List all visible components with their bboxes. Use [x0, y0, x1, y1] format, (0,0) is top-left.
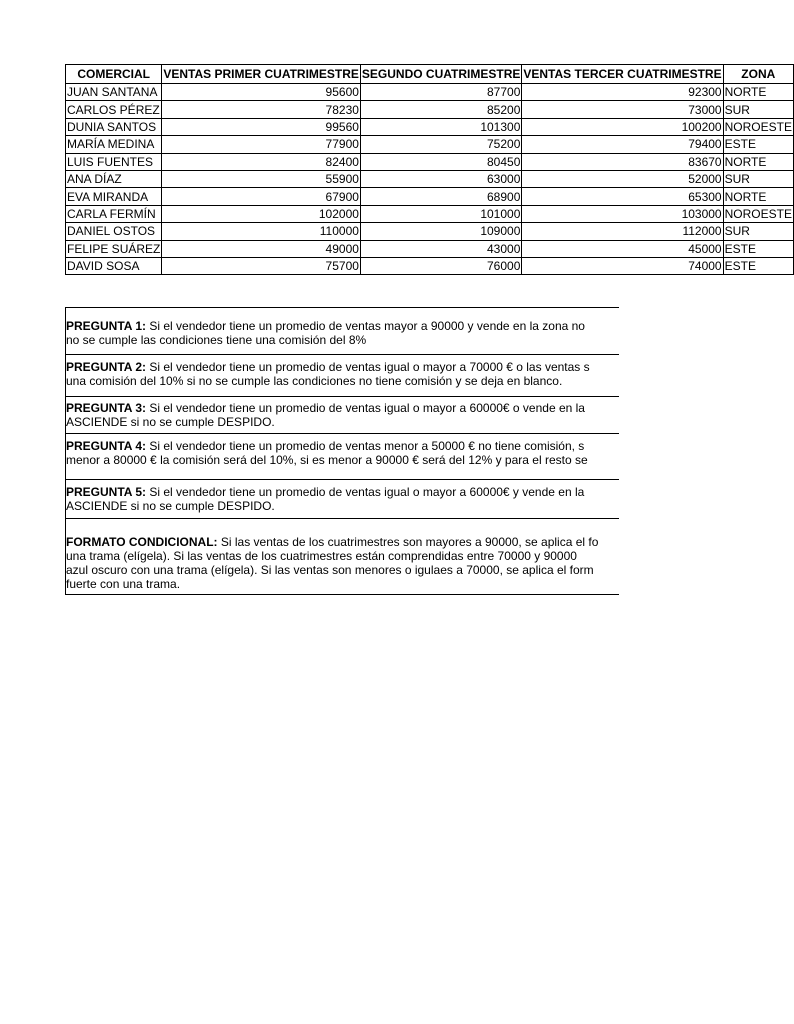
cell-ventas-tercer-cuatrimestre[interactable]: 45000 — [522, 240, 723, 257]
cell-ventas-tercer-cuatrimestre[interactable]: 74000 — [522, 257, 723, 274]
cell-zona[interactable]: NORTE — [723, 84, 793, 101]
cell-segundo-cuatrimestre[interactable]: 101000 — [360, 205, 521, 222]
questions-panel — [65, 307, 619, 595]
table-row — [66, 188, 794, 205]
question-4-text-line1: Si el vendedor tiene un promedio de ventas menor a 50000 € no tiene comisión, s — [146, 439, 585, 453]
table-row — [66, 223, 794, 240]
cell-ventas-tercer-cuatrimestre[interactable]: 103000 — [522, 205, 723, 222]
table-row — [66, 136, 794, 153]
cell-zona[interactable]: SUR — [723, 170, 793, 187]
cell-zona[interactable]: NORTE — [723, 153, 793, 170]
question-4-box[interactable] — [66, 434, 619, 480]
cell-segundo-cuatrimestre[interactable]: 109000 — [360, 223, 521, 240]
cell-ventas-primer-cuatrimestre[interactable]: 99560 — [162, 118, 361, 135]
table-row — [66, 257, 794, 274]
cell-ventas-primer-cuatrimestre[interactable]: 102000 — [162, 205, 361, 222]
question-2-label: PREGUNTA 2: — [66, 360, 147, 374]
question-1-text-line1: Si el vendedor tiene un promedio de ventas mayor a 90000 y vende en la zona no — [146, 319, 585, 333]
question-1-label: PREGUNTA 1: — [66, 319, 147, 333]
cell-zona[interactable]: SUR — [723, 223, 793, 240]
question-1-box[interactable] — [66, 308, 619, 355]
cell-ventas-tercer-cuatrimestre[interactable]: 65300 — [522, 188, 723, 205]
cell-ventas-tercer-cuatrimestre[interactable]: 100200 — [522, 118, 723, 135]
cell-segundo-cuatrimestre[interactable]: 76000 — [360, 257, 521, 274]
cell-ventas-tercer-cuatrimestre[interactable]: 112000 — [522, 223, 723, 240]
header-ventas-tercer-cuatrimestre[interactable]: VENTAS TERCER CUATRIMESTRE — [522, 65, 723, 84]
cell-ventas-primer-cuatrimestre[interactable]: 77900 — [162, 136, 361, 153]
table-row — [66, 240, 794, 257]
formato-condicional-text-line4: fuerte con una trama. — [66, 577, 181, 591]
question-2-box[interactable] — [66, 355, 619, 397]
table-row — [66, 153, 794, 170]
question-5-box[interactable] — [66, 480, 619, 519]
table-row — [66, 84, 794, 101]
cell-zona[interactable]: NORTE — [723, 188, 793, 205]
cell-zona[interactable]: SUR — [723, 101, 793, 118]
cell-comercial[interactable]: EVA MIRANDA — [66, 188, 162, 205]
table-row — [66, 205, 794, 222]
question-2-text-line1: Si el vendedor tiene un promedio de ventas igual o mayor a 70000 € o las ventas s — [146, 360, 590, 374]
cell-ventas-primer-cuatrimestre[interactable]: 78230 — [162, 101, 361, 118]
formato-condicional-box[interactable] — [66, 519, 619, 594]
cell-ventas-tercer-cuatrimestre[interactable]: 73000 — [522, 101, 723, 118]
cell-comercial[interactable]: ANA DÍAZ — [66, 170, 162, 187]
cell-comercial[interactable]: MARÍA MEDINA — [66, 136, 162, 153]
cell-ventas-tercer-cuatrimestre[interactable]: 83670 — [522, 153, 723, 170]
header-ventas-primer-cuatrimestre[interactable]: VENTAS PRIMER CUATRIMESTRE — [162, 65, 361, 84]
question-5-text-line2: ASCIENDE si no se cumple DESPIDO. — [66, 499, 275, 513]
question-3-text-line2: ASCIENDE si no se cumple DESPIDO. — [66, 415, 275, 429]
cell-zona[interactable]: NOROESTE — [724, 119, 792, 134]
cell-ventas-tercer-cuatrimestre[interactable]: 79400 — [522, 136, 723, 153]
cell-comercial[interactable]: JUAN SANTANA — [66, 84, 162, 101]
question-5-text-line1: Si el vendedor tiene un promedio de ventas igual o mayor a 60000€ y vende en la — [146, 485, 585, 499]
header-comercial[interactable]: COMERCIAL — [66, 65, 162, 84]
question-3-text-line1: Si el vendedor tiene un promedio de ventas igual o mayor a 60000€ o vende en la — [146, 401, 585, 415]
cell-segundo-cuatrimestre[interactable]: 87700 — [360, 84, 521, 101]
question-2-text-line2: una comisión del 10% si no se cumple las condiciones no tiene comisión y se deja en blanco. — [66, 374, 563, 388]
cell-ventas-primer-cuatrimestre[interactable]: 75700 — [162, 257, 361, 274]
cell-segundo-cuatrimestre[interactable]: 85200 — [360, 101, 521, 118]
cell-comercial[interactable]: CARLA FERMÍN — [66, 205, 162, 222]
cell-segundo-cuatrimestre[interactable]: 68900 — [360, 188, 521, 205]
cell-comercial[interactable]: DAVID SOSA — [66, 257, 162, 274]
question-3-box[interactable] — [66, 397, 619, 434]
question-4-text-line2: menor a 80000 € la comisión será del 10%, si es menor a 90000 € será del 12% y para el resto se — [66, 453, 588, 467]
cell-comercial[interactable]: DANIEL OSTOS — [66, 223, 162, 240]
cell-ventas-primer-cuatrimestre[interactable]: 55900 — [162, 170, 361, 187]
cell-ventas-primer-cuatrimestre[interactable]: 95600 — [162, 84, 361, 101]
formato-condicional-text-line2: una trama (elígela). Si las ventas de los cuatrimestres están comprendidas entre 70000 y 90000 — [66, 549, 577, 563]
cell-zona[interactable]: ESTE — [723, 136, 793, 153]
question-3-label: PREGUNTA 3: — [66, 401, 147, 415]
formato-condicional-text-line3: azul oscuro con una trama (elígela). Si las ventas son menores o igulaes a 70000, se aplica el form — [66, 563, 594, 577]
cell-comercial[interactable]: DUNIA SANTOS — [66, 118, 162, 135]
question-4-label: PREGUNTA 4: — [66, 439, 147, 453]
cell-comercial[interactable]: CARLOS PÉREZ — [66, 101, 162, 118]
sales-table-body — [66, 84, 794, 275]
cell-segundo-cuatrimestre[interactable]: 80450 — [360, 153, 521, 170]
cell-ventas-primer-cuatrimestre[interactable]: 49000 — [162, 240, 361, 257]
cell-zona[interactable]: ESTE — [723, 240, 793, 257]
header-segundo-cuatrimestre[interactable]: SEGUNDO CUATRIMESTRE — [360, 65, 521, 84]
cell-zona[interactable]: ESTE — [723, 257, 793, 274]
sales-table — [65, 64, 794, 275]
table-row — [66, 118, 794, 135]
cell-segundo-cuatrimestre[interactable]: 101300 — [360, 118, 521, 135]
question-1-text-line2: no se cumple las condiciones tiene una comisión del 8% — [66, 333, 367, 347]
cell-ventas-primer-cuatrimestre[interactable]: 110000 — [162, 223, 361, 240]
formato-condicional-label: FORMATO CONDICIONAL: — [66, 535, 218, 549]
table-row — [66, 170, 794, 187]
cell-comercial[interactable]: FELIPE SUÁREZ — [67, 241, 161, 256]
cell-ventas-tercer-cuatrimestre[interactable]: 92300 — [522, 84, 723, 101]
cell-ventas-primer-cuatrimestre[interactable]: 67900 — [162, 188, 361, 205]
cell-comercial[interactable]: LUIS FUENTES — [66, 153, 162, 170]
question-5-label: PREGUNTA 5: — [66, 485, 147, 499]
cell-segundo-cuatrimestre[interactable]: 43000 — [360, 240, 521, 257]
formato-condicional-text-line1: Si las ventas de los cuatrimestres son mayores a 90000, se aplica el fo — [217, 535, 599, 549]
table-row — [66, 101, 794, 118]
header-zona[interactable]: ZONA — [723, 65, 793, 84]
cell-ventas-tercer-cuatrimestre[interactable]: 52000 — [522, 170, 723, 187]
cell-zona[interactable]: NOROESTE — [724, 206, 792, 221]
cell-segundo-cuatrimestre[interactable]: 75200 — [360, 136, 521, 153]
table-header-row — [66, 65, 794, 84]
cell-segundo-cuatrimestre[interactable]: 63000 — [360, 170, 521, 187]
cell-ventas-primer-cuatrimestre[interactable]: 82400 — [162, 153, 361, 170]
